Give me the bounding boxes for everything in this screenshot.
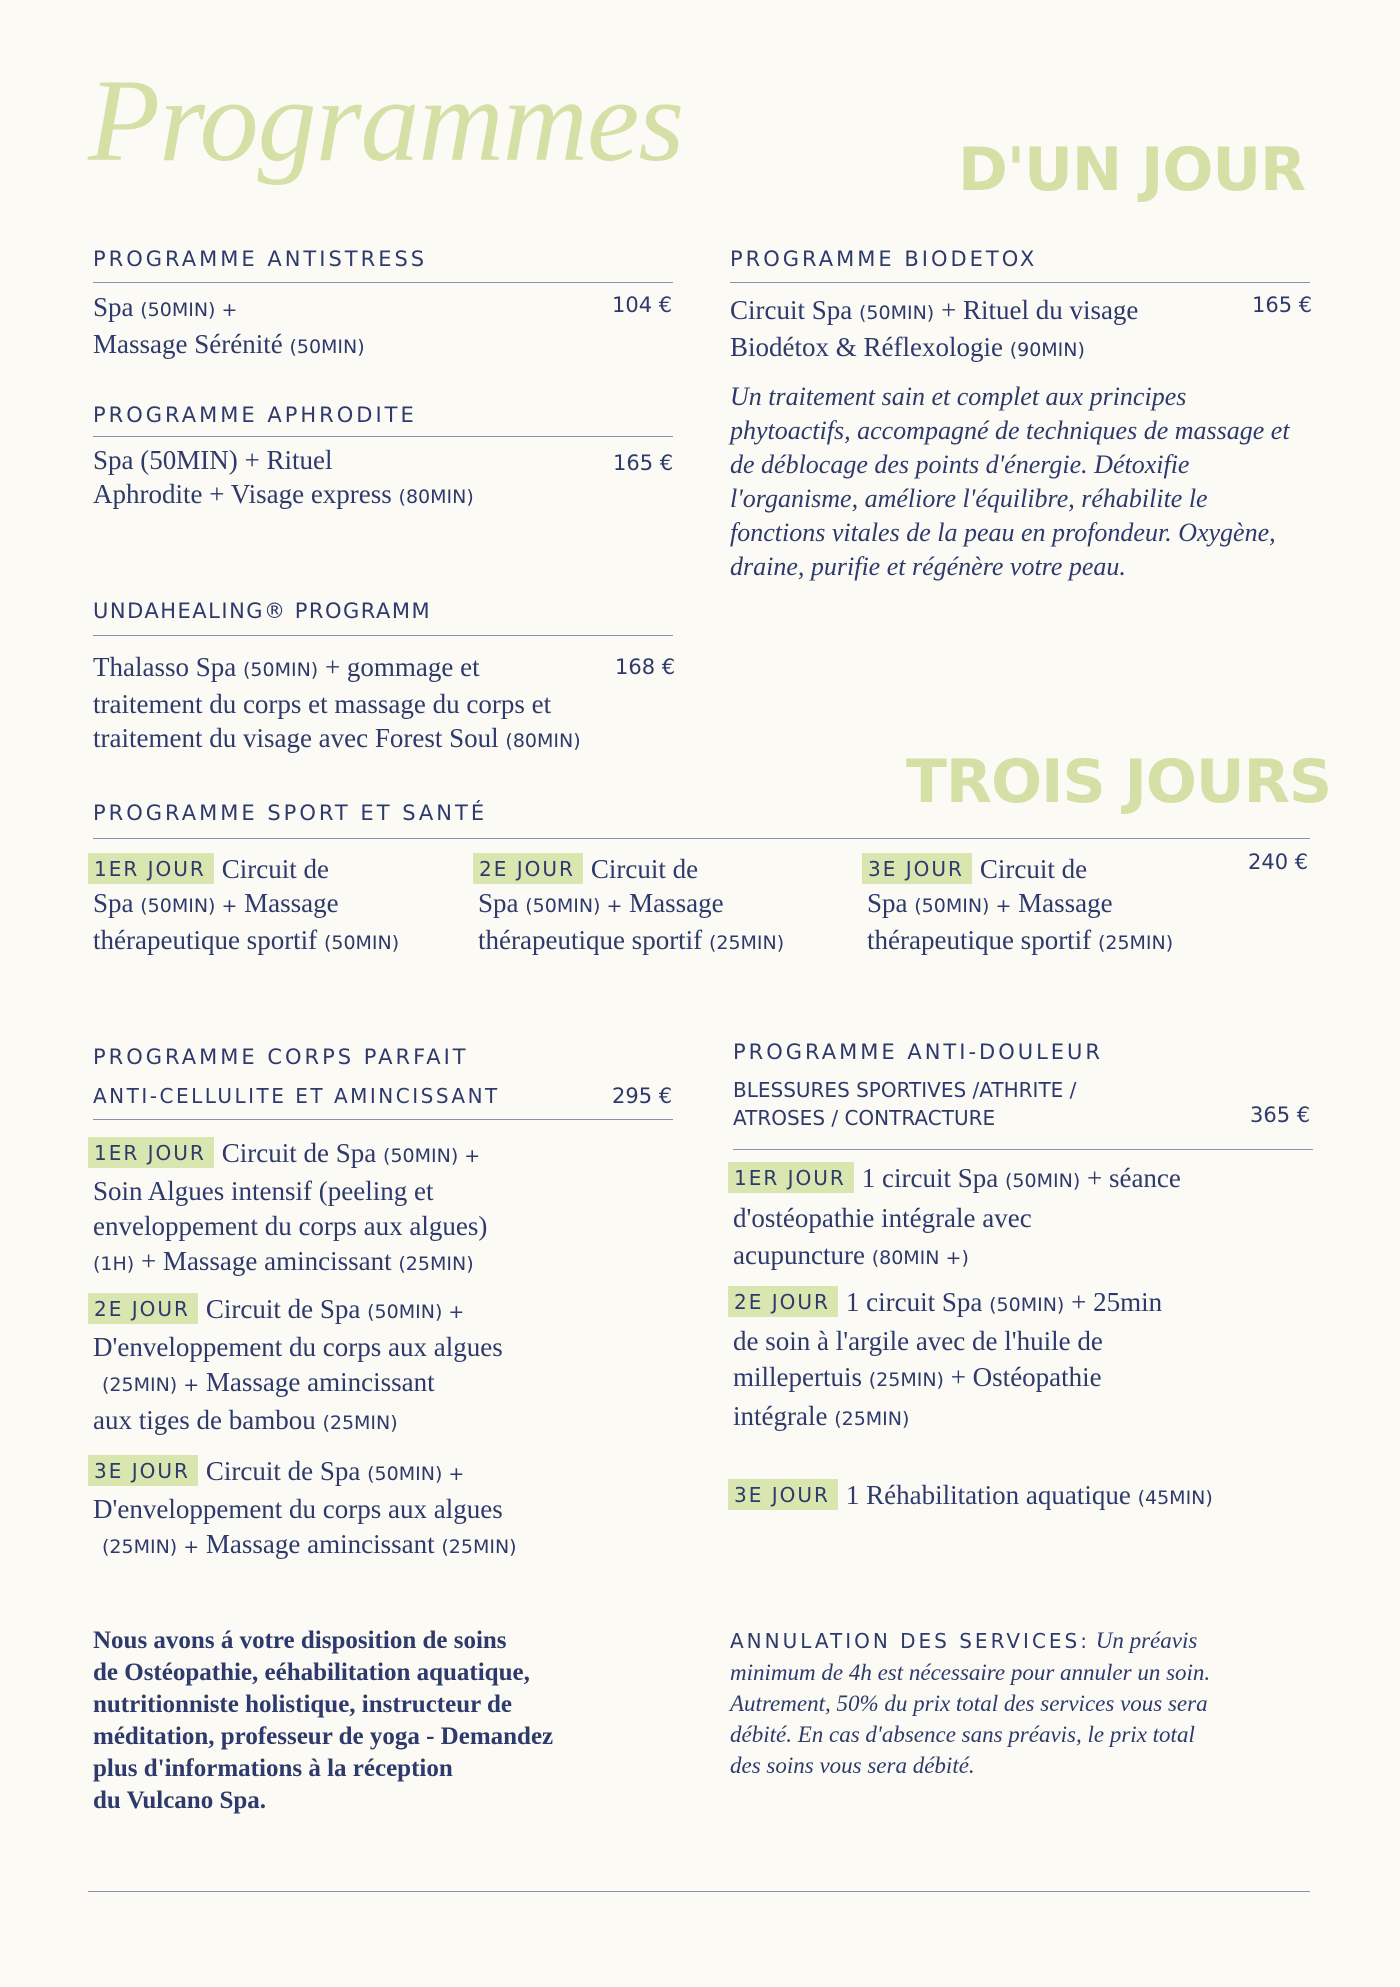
cancellation-policy: ANNULATION DES SERVICES: Un préavis minimum de 4h est nécessaire pour annuler un soin. Autrement, 50% du prix total des services vous sera débité. En cas d'absence sans préavis, le prix total des soins vous sera débité. bbox=[730, 1628, 1211, 1778]
corps-price: 295 € bbox=[612, 1084, 673, 1108]
antistress-rule bbox=[93, 282, 673, 283]
corps-day1: 1ER JOUR Circuit de Spa (50MIN) + Soin Algues intensif (peeling et enveloppement du corps aux algues) (1H) + Massage amincissant (25MIN) bbox=[88, 1136, 688, 1282]
day-tag: 2E JOUR bbox=[88, 1293, 198, 1324]
corps-subtitle: ANTI-CELLULITE ET AMINCISSANT bbox=[93, 1084, 500, 1108]
aphrodite-title: PROGRAMME APHRODITE bbox=[93, 403, 417, 427]
day-tag: 3E JOUR bbox=[728, 1479, 838, 1510]
antistress-desc: Spa (50MIN) + Massage Sérénité (50MIN) bbox=[93, 292, 365, 359]
corps-day3: 3E JOUR Circuit de Spa (50MIN) + D'enveloppement du corps aux algues (25MIN) + Massage amincissant (25MIN) bbox=[88, 1454, 688, 1565]
douleur-day2: 2E JOUR 1 circuit Spa (50MIN) + 25min de soin à l'argile avec de l'huile de millepertuis (25MIN) + Ostéopathie intégrale (25MIN) bbox=[728, 1284, 1328, 1437]
douleur-subtitle: BLESSURES SPORTIVES /ATHRITE / ATROSES / CONTRACTURE bbox=[733, 1078, 1077, 1130]
sport-day2: 2E JOUR Circuit de Spa (50MIN) + Massage thérapeutique sportif (25MIN) bbox=[473, 852, 843, 960]
corps-title: PROGRAMME CORPS PARFAIT bbox=[93, 1045, 469, 1069]
day-tag: 1ER JOUR bbox=[88, 1137, 214, 1168]
biodetox-price: 165 € bbox=[1252, 293, 1313, 317]
undahealing-price: 168 € bbox=[615, 655, 676, 679]
douleur-day3: 3E JOUR 1 Réhabilitation aquatique (45MIN) bbox=[728, 1478, 1328, 1516]
biodetox-title: PROGRAMME BIODETOX bbox=[730, 247, 1038, 271]
day-tag: 1ER JOUR bbox=[728, 1162, 854, 1193]
douleur-day1: 1ER JOUR 1 circuit Spa (50MIN) + séance d'ostéopathie intégrale avec acupuncture (80MIN +) bbox=[728, 1160, 1328, 1277]
aphrodite-price: 165 € bbox=[613, 451, 674, 475]
undahealing-desc: Thalasso Spa (50MIN) + gommage et traitement du corps et massage du corps et traitement du visage avec Forest Soul (80MIN) bbox=[93, 652, 581, 753]
douleur-title: PROGRAMME ANTI-DOULEUR bbox=[733, 1040, 1104, 1064]
antistress-title: PROGRAMME ANTISTRESS bbox=[93, 247, 428, 271]
undahealing-rule bbox=[93, 635, 673, 636]
biodetox-desc: Circuit Spa (50MIN) + Rituel du visage Biodétox & Réflexologie (90MIN) bbox=[730, 295, 1139, 362]
douleur-rule bbox=[733, 1149, 1313, 1150]
douleur-price: 365 € bbox=[1250, 1103, 1311, 1127]
footer-rule bbox=[88, 1891, 1310, 1892]
sport-day1: 1ER JOUR Circuit de Spa (50MIN) + Massage thérapeutique sportif (50MIN) bbox=[88, 852, 458, 960]
biodetox-description: Un traitement sain et complet aux principes phytoactifs, accompagné de techniques de massage et de déblocage des points d'énergie. Détoxifie l'organisme, améliore l'équilibre, réhabilite le fonctions vitales de la peau en profondeur. Oxygène, draine, purifie et régénère votre peau. bbox=[730, 382, 1290, 581]
heading-three-days: TROIS JOURS bbox=[906, 747, 1332, 817]
info-text: Nous avons á votre disposition de soins de Ostéopathie, eéhabilitation aquatique, nutritionniste holistique, instructeur de méditation, professeur de yoga - Demandez plus d'informations à la réception du Vulcano Spa. bbox=[93, 1627, 554, 1814]
corps-rule bbox=[93, 1119, 673, 1120]
undahealing-title: UNDAHEALING® PROGRAMM bbox=[93, 599, 432, 623]
antistress-price: 104 € bbox=[612, 293, 673, 317]
corps-day2: 2E JOUR Circuit de Spa (50MIN) + D'enveloppement du corps aux algues (25MIN) + Massage amincissant aux tiges de bambou (25MIN) bbox=[88, 1292, 688, 1441]
sport-price: 240 € bbox=[1248, 850, 1309, 874]
day-tag: 3E JOUR bbox=[88, 1455, 198, 1486]
aphrodite-desc: Spa (50MIN) + Rituel Aphrodite + Visage express (80MIN) bbox=[93, 445, 474, 509]
day-tag: 2E JOUR bbox=[473, 853, 583, 884]
sport-day3: 3E JOUR Circuit de Spa (50MIN) + Massage thérapeutique sportif (25MIN) bbox=[862, 852, 1242, 960]
sport-rule bbox=[93, 838, 1310, 839]
day-tag: 3E JOUR bbox=[862, 853, 972, 884]
day-tag: 2E JOUR bbox=[728, 1286, 838, 1317]
page-title: Programmes bbox=[88, 55, 684, 186]
aphrodite-rule bbox=[93, 436, 673, 437]
sport-title: PROGRAMME SPORT ET SANTÉ bbox=[93, 801, 488, 825]
day-tag: 1ER JOUR bbox=[88, 853, 214, 884]
heading-one-day: D'UN JOUR bbox=[958, 135, 1306, 205]
biodetox-rule bbox=[730, 282, 1310, 283]
